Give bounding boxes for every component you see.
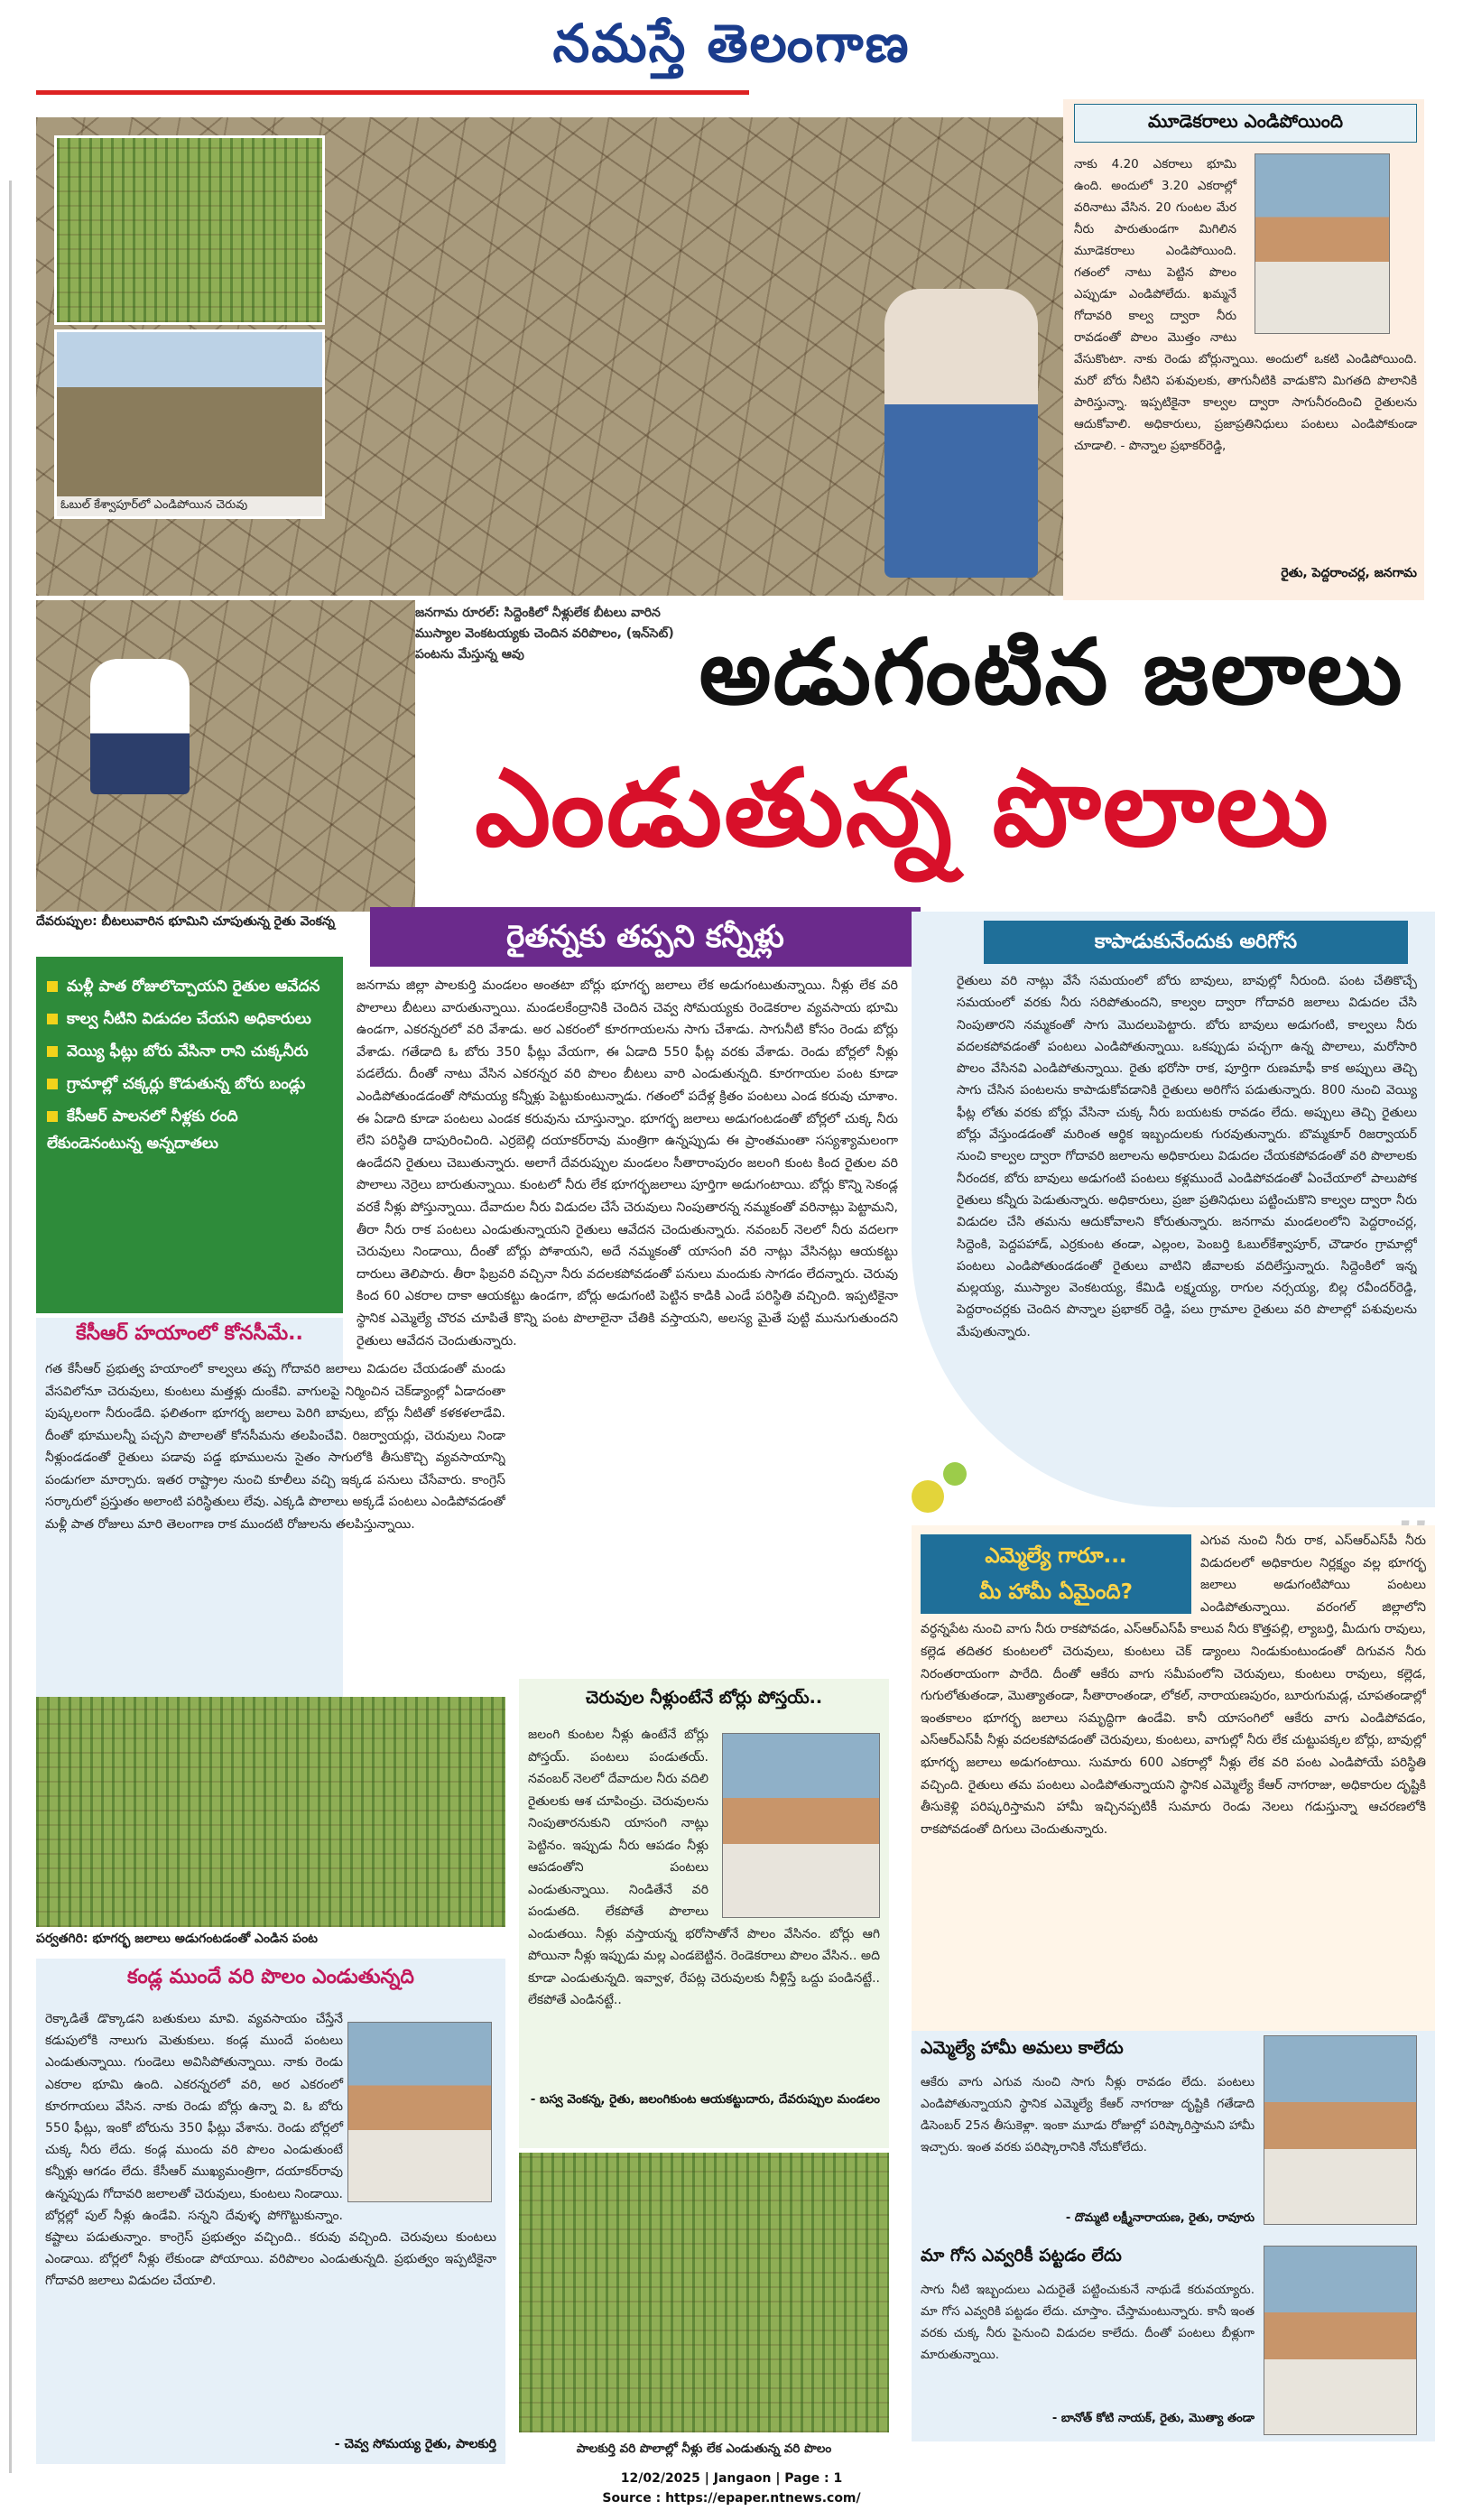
newspaper-title: నమస్తే తెలంగాణ [552, 13, 911, 74]
highlight-item: వెయ్యి ఫీట్లు బోరు వేసినా రాని చుక్కనీరు [47, 1038, 332, 1065]
top-right-text: నాకు 4.20 ఎకరాలు భూమి ఉంది. అందులో 3.20 ఎకరాల్లో వరినాటు వేసిన. 20 గుంటల మేర నీరు పారుతుండగా మిగిలిన మూడెకరాలు ఎండిపోయింది. గతంలో నాటు పెట్టిన పొలం ఎప్పుడూ ఎండిపోలేదు. ఖమ్మనే గోదావరి కాల్వ ద్వారా నీరు రావడంతో పొలం మొత్తం నాటు వేసుకొంటా. నాకు రెండు బోర్లున్నాయి. అందులో ఒకటి ఎండిపోయింది. మరో బోరు నీటిని పశువులకు, తాగునీటికి వాడుకొని మిగతది పొలానికి పారిస్తున్నా. ఇప్పటికైనా కాల్వల ద్వారా సాగునీరందించి రైతులను ఆదుకోవాలి. అధికారులు, ప్రజాప్రతినిధులు పంటలు ఎండిపోకుండా చూడాలి. - పొన్నాల ప్రభాకర్‌రెడ్డి, [1074, 157, 1417, 453]
highlight-item: కేసీఆర్ పాలనలో నీళ్లకు రంది లేకుండెనంటున్న అన్నదాతలు [47, 1107, 238, 1153]
inset-caption: ఓబుల్ కేశ్వాపూర్‌లో ఎండిపోయిన చెరువు [57, 496, 322, 516]
farmer-portrait-laxminarayana [1264, 2035, 1417, 2225]
headline-line2: ఎండుతున్న పొలాలు [475, 746, 1330, 870]
top-right-body [1074, 153, 1417, 560]
bottom-photo-caption: పాలకుర్తి వరి పొలాల్లో నీళ్లు లేక ఎండుతున్న వరి పొలం [576, 2441, 832, 2456]
footer-edition: 12/02/2025 | Jangaon | Page : 1 [620, 2471, 843, 2486]
float-spacer [708, 1724, 880, 1918]
highlights-box [36, 957, 343, 1313]
decorative-circle-icon [912, 1480, 944, 1513]
masthead-divider [36, 90, 749, 95]
bullet-square-icon [47, 1014, 58, 1024]
bullet-square-icon [47, 1046, 58, 1057]
float-spacer [1236, 153, 1417, 343]
float-spacer [921, 1530, 1200, 1618]
ponds-signature: - బస్వ వెంకన్న, రైతు, జలంగికుంట ఆయకట్టుదారు, దేవరుప్పుల మండలం [530, 2092, 880, 2107]
main-article-body: జనగామ జిల్లా పాలకుర్తి మండలం అంతటా బోర్లు భూగర్భ జలాలు లేక అడుగంటుతున్నాయి. నీళ్లు లేక వరి పొలాలు బీటలు వారుతున్నాయి. మండలకేంద్రానికి చెందిన చెవ్వ సోమయ్యకు రెండెకరాల వ్యవసాయ భూమి ఉండగా, ఎకరన్నరలో వరి వేశాడు. అర ఎకరంలో కూరగాయలను సాగు చేశాడు. సాగునీటి కోసం రెండు బోర్లు వేశాడు. గతేడాది ఓ బోరు 350 ఫీట్లు వేయగా, ఈ ఏడాది 550 ఫీట్ల వరకు వేశాడు. రెండు బోర్లలో నీళ్లు పడలేదు. దీంతో నాటు వేసిన ఎకరన్నర వరి పొలం బీటలు వారి ఎండుతున్నది. కూరగాయల పంట కూడా ఎండిపోతుండడంతో సోమయ్య కన్నీళ్లు పెట్టుకుంటున్నాడు. గతంలో పదేళ్ల క్రితం పంటలు ఎండ కరువు చూశాం. ఈ ఏడాది కూడా పంటలు ఎండక కరువును చూస్తున్నాం. భూగర్భ జలాలు అడుగంటడంతో బోర్లలో చుక్క నీరు లేని పరిస్థితి దాపురించింది. ఎర్రబెల్లి దయాకర్‌రావు మంత్రిగా ఉన్నప్పుడు ఈ ప్రాంతమంతా సస్యశ్యామలంగా ఉండేదని రైతులు చెబుతున్నారు. అలాగే దేవరుప్పుల మండలం సీతారాంపురం జలంగి కుంట కింద రైతుల వరి పొలాలు నెర్రెలు బారుతున్నాయి. కుంటలో నీరు లేక భూగర్భజలాలు పూర్తిగా అడుగంటాయి. బోర్లు కొన్ని సెకండ్ల వరకే నీళ్లు పోస్తున్నాయి. దేవాదుల నీరు విడుదల చేసే చెరువులు నింపుతారన్న నమ్మకంతో వరినాట్లు పెట్టామని, తీరా నీరు రాక పంటలు ఎండుతున్నాయని రైతులు ఆవేదన చెందుతున్నారు. నవంబర్ నెలలో నీరు వదలగా చెరువులు నిండాయి, దీంతో బోర్లు పోశాయని, అదే నమ్మకంతో యాసంగి వరి నాట్లు వేసినట్లు ఆయకట్టు దారులు తెలిపారు. తీరా ఫిబ్రవరి వచ్చినా నీరు వదలకపోవడంతో పనులు మందుకు సాగడం లేదన్నారు. చెరువు కింద 60 ఎకరాల దాకా ఆయకట్టు ఉండగా, బోర్లు అడుగంటి పెట్టిన కాడికి ఎండే పరిస్థితి వచ్చింది. ఇప్పటికైనా స్థానిక ఎమ్మెల్యే చొరవ చూపితే కొన్ని పంట పొలాలైనా చేతికి వస్తాయని, అలస్య మైతే పుట్టి మునుగుతుందని రైతులు ఆవేదన చెందుతున్నారు. [356, 978, 898, 1348]
dry-crop-photo [36, 1697, 505, 1927]
bottom-paddy-photo [519, 2153, 889, 2432]
kandla-body-wrap [45, 2008, 496, 2432]
bullet-square-icon [47, 1111, 58, 1122]
bullet-square-icon [47, 981, 58, 992]
plight-body: సాగు నీటి ఇబ్బందులు ఎదురైతే పట్టించుకునే నాథుడే కరువయ్యారు. మా గోస ఎవ్వరికి పట్టడం లేదు. చూస్తాం. చేస్తామంటున్నారు. కానీ ఇంత వరకు చుక్క నీరు పైనుంచి విడుదల కాలేదు. దీంతో పంటలు బీళ్లుగా మారుతున్నాయి. [921, 2283, 1255, 2362]
kcr-body: గత కేసీఆర్ ప్రభుత్వ హయాంలో కాల్వలు తప్ప గోదావరి జలాలు విడుదల చేయడంతో మండు వేసవిలోనూ చెరువులు, కుంటలు మత్తళ్లు దుంకేవి. వాగులపై నిర్మించిన చెక్‌డ్యాంల్లో ఏడాదంతా పుష్కలంగా నీరుండేది. ఫలితంగా భూగర్భ జలాలు పెరిగి బావులు, బోర్లు నీటితో కళకళలాడేవి. దీంతో భూములన్నీ పచ్చని పొలాలతో కోనసీమను తలపించేవి. రిజర్వాయర్లు, చెరువులు నిండా నీళ్లుండడంతో రైతులు పడావు పడ్డ భూములను సైతం సాగులోకి తీసుకొచ్చి వ్యవసాయాన్ని పండుగలా మార్చారు. ఇతర రాష్ట్రాల నుంచి కూలీలు వచ్చి ఇక్కడ పనులు చేసేవారు. కాంగ్రెస్ సర్కారులో ప్రస్తుతం అలాంటి పరిస్థితులు లేవు. ఎక్కడి పొలాలు అక్కడే పంటలు ఎండిపోవడంతో మళ్లీ పాత రోజులు మారి తెలంగాణ రాక ముందటి రోజులను తలపిస్తున్నాయి. [45, 1362, 505, 1532]
inset-photo-dry-pond [54, 329, 325, 519]
dry-crop-caption: పర్వతగిరి: భూగర్భ జలాలు అడుగంటడంతో ఎండిన పంట [36, 1932, 318, 1946]
farmer-portrait-koti-naik [1264, 2246, 1417, 2435]
kandla-heading: కండ్ల ముందే వరి పొలం ఎండుతున్నది [127, 1966, 414, 1988]
plight-signature: - బానోత్ కోటి నాయక్, రైతు, మొత్యా తండా [1051, 2412, 1255, 2425]
mla-heading-line2: మీ హామీ ఏమైంది? [979, 1580, 1133, 1604]
promise-body: ఆకేరు వాగు ఎగువ నుంచి సాగు నీళ్లు రావడం లేదు. పంటలు ఎండిపోతున్నాయని స్థానిక ఎమ్మెల్యే కేఆర్ నాగరాజు దృష్టికి గతేడాది డిసెంబర్ 25న తీసుకెళ్లా. ఇంకా మూడు రోజుల్లో పరిష్కారిస్తామని హామీ ఇచ్చారు. ఇంత వరకు పరిష్కారానికి నోచుకోలేదు. [921, 2075, 1255, 2154]
top-right-signature: రైతు, పెద్దరాంచర్ల, జనగామ [1281, 566, 1417, 580]
promise-heading: ఎమ్మెల్యే హామీ అమలు కాలేదు [921, 2038, 1124, 2058]
save-body: రైతులు వరి నాట్లు వేసే సమయంలో బోరు బావులు, బావుల్లో నీరుంది. పంట చేతికొచ్చే సమయంలో వరకు నీరు సరిపోతుందని, కాల్వల ద్వారా గోదావరి జలాలు విడుదల చేసి నింపుతారని నమ్మకంతో సాగు మొదలుపెట్టారు. బోరు బావులు అడుగంటి, కాల్వలు నీరు వదలకపోవడంతో పంటలు ఎండిపోతున్నాయి. ఒకప్పుడు పచ్చగా ఉన్న పొలాలు, మరోసారి పొలం వేసినవి ఎండిపోతున్నాయి. రైతు భరోసా రాక, పూర్తిగా రుణమాఫీ కాక అప్పులు తెచ్చి సాగు చేసిన పంటలను కాపాడుకోవడానికి రైతులు అరిగోస పడుతున్నారు. 800 నుంచి వెయ్యి ఫీట్ల లోతు వరకు బోర్లు వేసినా చుక్క నీరు బయటకు రావడం లేదు. అప్పులు తెచ్చి రైతులు బోర్లు వేస్తుండడంతో మరింత ఆర్థిక ఇబ్బందులకు గురవుతున్నారు. బొమ్మకూర్ రిజర్వాయర్ నుంచి కాల్వల ద్వారా గోదావరి జలాలను అధికారులు విడుదల చేయకపోవడంతో వరి పొలాలకు నీరందక, బోరు బావులు అడుగంటి పంటలు కళ్లముందే ఎండిపోవడంతో ఏంచేయాలో పాలుపోక రైతులు కన్నీరు పెడుతున్నారు. అధికారులు, ప్రజా ప్రతినిధులు పట్టించుకొని కాల్వల ద్వారా నీరు విడుదల చేసి తమను ఆదుకోవాలని కోరుతున్నారు. జనగామ మండలంలోని పెద్దరాంచర్ల, సిద్దెంకి, పెద్దపహాడ్, ఎర్రకుంట తండా, ఎల్లంల, పెంబర్తి ఓబుల్‌కేశ్వాపూర్, చౌడారం గ్రామాల్లో పంటలు ఎండిపోతుండడంతో రైతులు వాటిని జీవాలకు వదిలేస్తున్నారు. సిద్దెంకిలో ఇన్న మల్లయ్య, ముస్యాల వెంకటయ్య, కేమిడి లక్ష్మయ్య, రాగుల నర్సయ్య, బిల్ల రవీందర్‌రెడ్డి, పెద్దరాంచర్లకు చెందిన పొన్నాల ప్రభాకర్ రెడ్డి, పలు గ్రామాల రైతులు వరి పొలాల్లో పశువులను మేపుతున్నారు. [957, 974, 1417, 1339]
inset-photo-grazing [54, 135, 325, 325]
left-rule [9, 181, 12, 2473]
photo-dateline: జనగామ రూరల్: సిద్దెంకిలో నీళ్లులేక బీటలు వారిన ముస్యాల వెంకటయ్యకు చెందిన వరిపొలం, (ఇన్‌సెట్) పంటను మేస్తున్న ఆవు [415, 606, 674, 662]
kandla-body: రెక్కాడితే డొక్కాడని బతుకులు మావి. వ్యవసాయం చేస్తేనే కడుపులోకి నాలుగు మెతుకులు. కండ్ల ముందే పంటలు ఎండుతున్నాయి. గుండెలు అవిసిపోతున్నాయి. నాకు రెండు ఎకరాల భూమి ఉంది. ఎకరన్నరలో వరి, అర ఎకరంలో కూరగాయలు వేసిన. నాకు రెండు బోర్లు ఉన్నా వి. ఓ బోరు 550 ఫీట్లు, ఇంకో బోరును 350 ఫీట్లు వేశాను. రెండు బోర్లలో చుక్క నీరు లేదు. కండ్ల ముందు వరి పొలం ఎండుతుంటే కన్నీళ్లు ఆగడం లేదు. కేసీఆర్ ముఖ్యమంత్రిగా, దయాకర్‌రావు ఉన్నప్పుడు గోదావరి జలాలతో చెరువులు, కుంటలు నిండాయి. బోర్లల్లో పుల్ నీళ్లు ఉండేవి. సన్నని దేవుళ్ళ పోగొట్టుకున్నాం. కష్టాలు పడుతున్నాం. కాంగ్రెస్ ప్రభుత్వం వచ్చింది.. కరువు వచ్చింది. చెరువులు కుంటలు ఎండాయి. బోర్లలో నీళ్లు లేకుండా పోయాయి. వరిపొలం ఎండుతున్నది. ప్రభుత్వం ఇప్పటికైనా గోదావరి జలాలు విడుదల చేయాలి. [45, 2012, 496, 2289]
ponds-heading: చెరువుల నీళ్లుంటేనే బోర్లు పోస్తయ్.. [585, 1688, 823, 1708]
section-banner: రైతన్నకు తప్పని కన్నీళ్లు [370, 907, 921, 967]
mla-body: ఎగువ నుంచి నీరు రాక, ఎస్‌ఆర్‌ఎస్‌పీ నీరు విడుదలలో అధికారుల నిర్లక్ష్యం వల్ల భూగర్భ జలాలు అడుగంటిపోయి పంటలు ఎండిపోతున్నాయి. వరంగల్ జిల్లాలోని వర్ధన్నపేట నుంచి వాగు నీరు రాకపోవడం, ఎస్‌ఆర్‌ఎస్‌పీ కాలువ నీరు కొత్తపల్లి, ల్యాబర్తి, మీదుగు రావులు, కల్లెడ తదితర కుంటలలో చెరువులు, కుంటలు చెక్ డ్యాంలు నిండుకుంటుండంతో దిగువన నీరు నిరంతరాయంగా పారేది. దీంతో ఆకేరు వాగు సమీపంలోని చెరువులు, కుంటలు రావులు, కల్లెడ, గుగులోతుతండా, మొత్యాతండా, సీతారాంతండా, లోకల్, నారాయణపురం, బూరుగుమడ్ల, చూపతండాల్లో ఇంతకాలం భూగర్భ జలాలు సమృద్ధిగా ఉండేవి. కానీ యాసంగిలో ఆకేరు వాగు ఎండిపోవడం, ఎస్‌ఆర్‌ఎస్‌పీ నీళ్లు వదలకపోవడంతో చెరువులు, కుంటలు, వాగుల్లో నీరు లేక చుట్టుపక్కల బోర్లు, బావుల్లో భూగర్భ జలాలు అడుగంటాయి. సుమారు 600 ఎకరాల్లో నీళ్లు లేక వరి పంట ఎండిపోయే పరిస్థితి వచ్చింది. రైతులు తమ పంటలు ఎండిపోతున్నాయని స్థానిక ఎమ్మెల్యే కేఆర్ నాగరాజు, అధికారుల దృష్టికి తీసుకెళ్లి పరిష్కరిస్తామని హామీ ఇచ్చినప్పటికీ సుమారు రెండు నెలలు గడుస్తున్నా ఆచరణలోకి రాకపోవడంతో దిగులు చెందుతున్నారు. [921, 1533, 1426, 1837]
top-right-heading: మూడెకరాలు ఎండిపోయింది [1074, 104, 1417, 143]
bullet-square-icon [47, 1079, 58, 1089]
footer-source-link[interactable]: Source : https://epaper.ntnews.com/ [602, 2491, 861, 2506]
farmer-bending-figure [90, 659, 190, 794]
ponds-body-wrap [528, 1724, 880, 2085]
highlight-item: కాల్వ నీటిని విడుదల చేయని అధికారులు [47, 1005, 332, 1033]
promise-signature: - దొమ్మటి లక్ష్మీనారాయణ, రైతు, రావూరు [1065, 2211, 1255, 2225]
highlight-item: మళ్లీ పాత రోజులొచ్చాయని రైతుల ఆవేదన [47, 973, 332, 1000]
farmer-figure [884, 289, 1038, 578]
mla-heading-line1: ఎమ్మెల్యే గారూ... [985, 1544, 1127, 1568]
float-spacer [343, 2008, 496, 2207]
highlight-item: గ్రామాల్లో చక్కర్లు కొడుతున్న బోరు బండ్లు [47, 1070, 332, 1098]
plight-heading: మా గోస ఎవ్వరికీ పట్టడం లేదు [921, 2246, 1122, 2265]
mla-body-wrap [921, 1530, 1426, 2022]
kcr-heading: కేసీఆర్ హయాంలో కోనసీమే.. [76, 1322, 303, 1345]
headline-line1: అడుగంటిన జలాలు [699, 619, 1404, 725]
decorative-circle-icon [943, 1462, 967, 1486]
mid-photo-caption: దేవరుప్పుల: బీటలువారిన భూమిని చూపుతున్న రైతు వెంకన్న [36, 914, 335, 929]
save-heading: కాపాడుకునేందుకు అరిగోస [984, 921, 1408, 964]
kandla-signature: - చెవ్వ సోమయ్య రైతు, పాలకుర్తి [334, 2437, 496, 2451]
ponds-body: జలంగి కుంటల నీళ్లు ఉంటేనే బోర్లు పోస్తయ్. పంటలు పండుతయ్. నవంబర్ నెలలో దేవాదుల నీరు వదిలి రైతులకు ఆశ చూపించ్రు. చెరువులను నింపుతారనుకుని యాసంగి నాట్లు పెట్టినం. ఇప్పుడు నీరు ఆపడం నీళ్లు ఆపడంతోని పంటలు ఎండుతున్నాయి. నిండితేనే వరి పండుతది. లేకపోతే పొలాలు ఎండుతయి. నీళ్లు వస్తాయన్న భరోసాతోనే పొలం వేసినం. బోర్లు ఆగి పోయినా నీళ్లు ఇప్పుడు మల్ల ఎండబెట్టిన. రెండెకరాలు పొలం వేసిన.. అది కూడా ఎండుతున్నది. ఇవ్వాళ, రేపట్ల చెరువులకు నీళ్లిస్తే ఒద్దు పండినట్టే.. లేకపోతే ఎండినట్టే.. [528, 1728, 880, 2007]
